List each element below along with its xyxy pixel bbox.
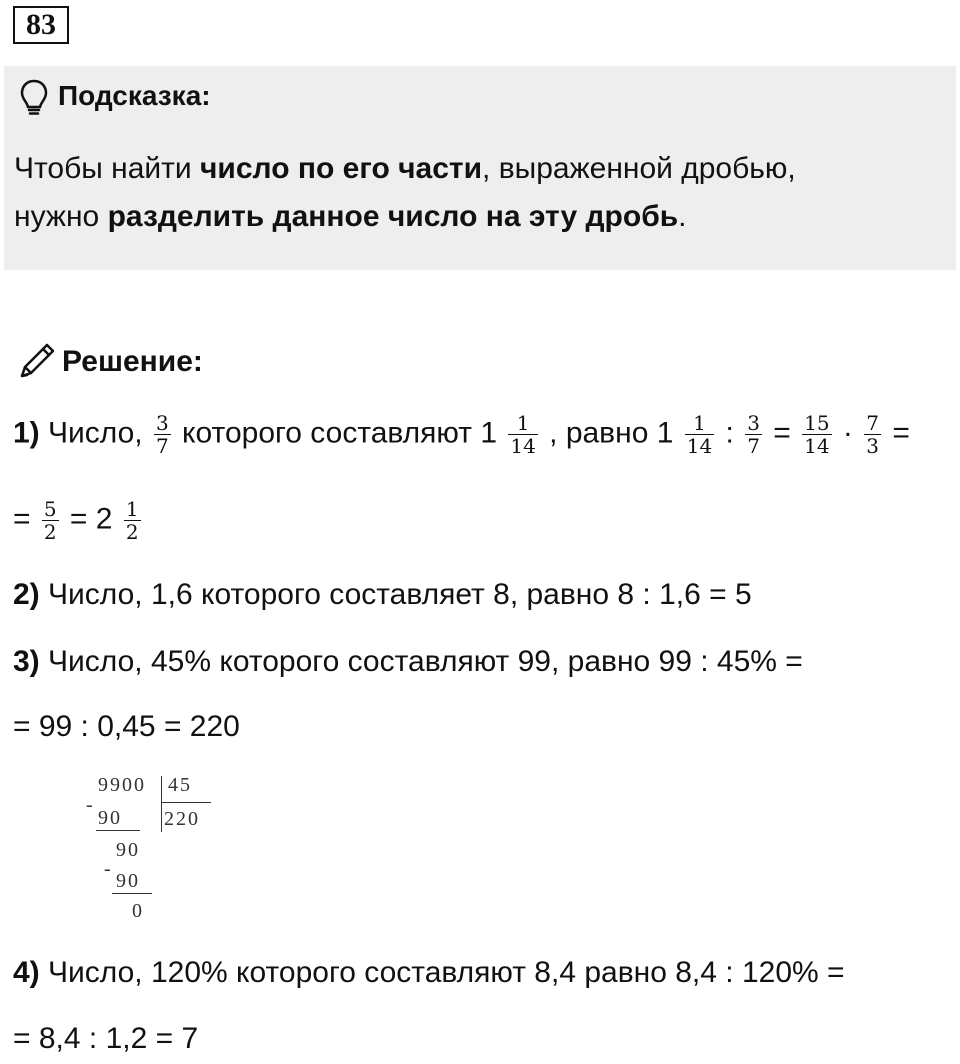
- division-vertical-line: [161, 776, 162, 832]
- subtraction-line-1: [96, 830, 140, 831]
- minus-sign: -: [104, 858, 113, 880]
- fraction: [745, 412, 762, 457]
- fraction: [124, 498, 141, 543]
- hint-text-part: .: [678, 200, 687, 233]
- solution-item-1-line-2: [13, 498, 144, 543]
- task-number: 83: [13, 6, 69, 44]
- subtrahend-1: 90: [98, 807, 122, 829]
- fraction: [802, 412, 831, 457]
- denominator: 2: [125, 520, 139, 544]
- fraction: [508, 412, 537, 457]
- subtrahend-2: 90: [116, 870, 140, 892]
- text: =: [884, 416, 910, 450]
- numerator: 3: [747, 411, 760, 435]
- denominator: 2: [43, 520, 57, 544]
- solution-item-4-line-2: = 8,4 : 1,2 = 7: [13, 1022, 199, 1055]
- denominator: 3: [866, 434, 879, 458]
- lightbulb-icon: [18, 78, 50, 118]
- hint-text-part: Чтобы найти: [14, 152, 201, 185]
- denominator: 14: [686, 434, 713, 458]
- text: =: [764, 416, 800, 450]
- item-number: 4): [13, 956, 40, 989]
- fraction: [685, 412, 714, 457]
- fraction: [42, 498, 59, 543]
- text: :: [717, 416, 743, 450]
- hint-text: [14, 145, 796, 241]
- numerator: 3: [155, 411, 169, 435]
- fraction: [154, 412, 171, 457]
- hint-title: Подсказка:: [58, 80, 211, 111]
- denominator: 7: [747, 434, 760, 458]
- solution-title: Решение:: [62, 345, 203, 378]
- denominator: 7: [155, 434, 169, 458]
- solution-item-4-line-1: [13, 956, 845, 990]
- denominator: 14: [510, 434, 536, 458]
- final-remainder: 0: [132, 900, 144, 922]
- text: Число,: [39, 416, 151, 450]
- partial-remainder: 90: [116, 839, 140, 861]
- item-number: 2): [13, 578, 40, 611]
- hint-text-part: , выраженной дробью,: [482, 152, 796, 185]
- item-number: 1): [13, 416, 40, 450]
- text: , равно 1: [540, 416, 682, 450]
- numerator: 1: [693, 411, 706, 435]
- numerator: 7: [866, 411, 879, 435]
- division-horizontal-line: [161, 802, 211, 803]
- text: Число, 45% которого составляют 99, равно 99 : 45% =: [39, 645, 803, 678]
- item-number: 3): [13, 645, 40, 678]
- text: Число, 120% которого составляют 8,4 равно 8,4 : 120% =: [39, 956, 845, 989]
- solution-item-2: [13, 578, 752, 612]
- hint-bold-part: число по его части: [200, 152, 483, 185]
- denominator: 14: [804, 434, 830, 458]
- solution-item-3-line-1: [13, 645, 803, 679]
- text: Число, 1,6 которого составляет 8, равно 8 : 1,6 = 5: [39, 578, 752, 611]
- quotient: 220: [164, 808, 200, 830]
- text: =: [13, 502, 39, 536]
- solution-item-3-line-2: = 99 : 0,45 = 220: [13, 710, 240, 743]
- numerator: 5: [43, 497, 57, 521]
- hint-bold-part: разделить данное число на эту дробь: [107, 200, 679, 233]
- text: которого составляют 1: [173, 416, 506, 450]
- solution-item-1-line-1: [13, 412, 910, 457]
- numerator: 1: [125, 497, 139, 521]
- minus-sign: -: [86, 794, 95, 816]
- hint-line-2: [14, 193, 796, 241]
- dividend: 9900: [98, 774, 146, 796]
- fraction: [864, 412, 881, 457]
- pencil-icon: [16, 340, 58, 382]
- divisor: 45: [168, 774, 192, 796]
- hint-text-part: нужно: [14, 200, 108, 233]
- text: = 2: [61, 502, 121, 536]
- text: ·: [834, 416, 862, 450]
- numerator: 15: [804, 411, 830, 435]
- numerator: 1: [516, 411, 530, 435]
- subtraction-line-2: [112, 893, 152, 894]
- hint-line-1: [14, 145, 796, 193]
